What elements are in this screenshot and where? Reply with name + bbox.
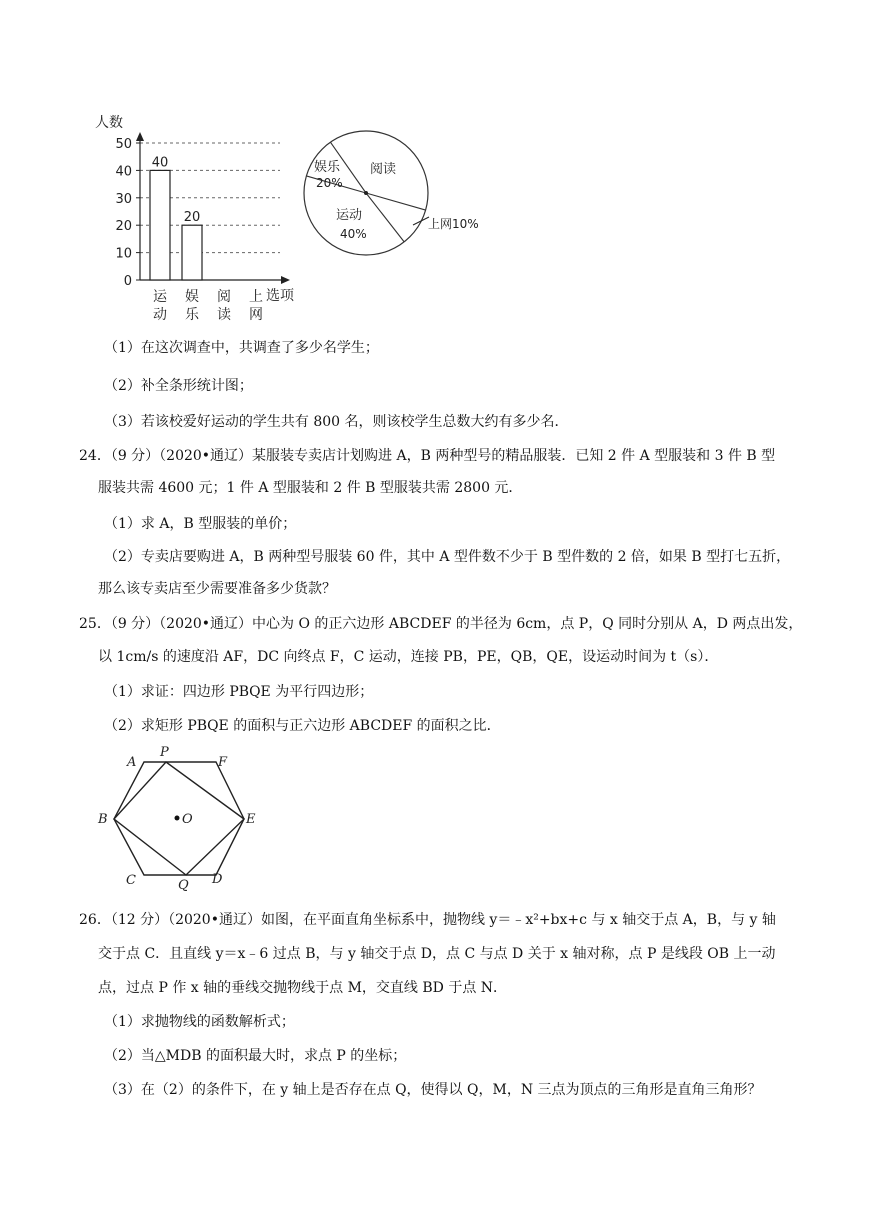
label-p: P (160, 745, 169, 760)
pie-chart (300, 115, 500, 265)
y-tick-label: 30 (115, 191, 132, 207)
slice-percent-yundong: 40% (340, 227, 367, 241)
y-axis-label: 人数 (95, 115, 123, 131)
q24-sub2-line2: 那么该专卖店至少需要准备多少货款？ (98, 581, 336, 597)
y-tick-label: 0 (123, 274, 132, 289)
x-category-label: 网 (249, 307, 263, 323)
y-tick-label: 40 (115, 164, 132, 180)
label-q: Q (178, 878, 189, 893)
bar (150, 170, 170, 280)
pie-center-dot (364, 191, 368, 195)
q26-stem-line1: 26．（12 分）（2020•通辽）如图，在平面直角坐标系中，抛物线 y＝﹣x²+bx+c 与 x 轴交于点 A，B，与 y 轴 (79, 912, 776, 928)
slice-label-yuedu: 阅读 (370, 162, 397, 177)
q26-sub2: （2）当△MDB 的面积最大时，求点 P 的坐标； (104, 1048, 407, 1064)
slice-label-yundong: 运动 (336, 208, 363, 223)
q24-sub2-line1: （2）专卖店要购进 A，B 两种型号服装 60 件，其中 A 型件数不少于 B 型件数的 2 倍，如果 B 型打七五折， (104, 549, 791, 565)
x-category-label: 读 (217, 307, 231, 323)
x-axis-arrow (281, 276, 290, 284)
q26-stem-line3: 点，过点 P 作 x 轴的垂线交抛物线于点 M，交直线 BD 于点 N． (98, 980, 508, 996)
q26-sub3: （3）在（2）的条件下，在 y 轴上是否存在点 Q，使得以 Q，M，N 三点为顶点的三角形是直角三角形？ (104, 1082, 762, 1098)
q24-stem-line1: 24．（9 分）（2020•通辽）某服装专卖店计划购进 A，B 两种型号的精品服装．已知 2 件 A 型服装和 3 件 B 型 (79, 448, 776, 464)
bar-value-label: 20 (183, 210, 201, 226)
q26-sub1: （1）求抛物线的函数解析式； (104, 1014, 295, 1030)
q24-sub1: （1）求 A，B 型服装的单价； (104, 516, 297, 532)
x-category-label: 乐 (185, 307, 199, 323)
slice-label-yule: 娱乐 (314, 160, 341, 175)
x-category-label: 阅 (217, 289, 231, 305)
x-category-label: 上 (249, 289, 263, 305)
center-point-o (175, 816, 180, 821)
label-o: O (182, 812, 193, 827)
x-category-label: 动 (153, 307, 167, 323)
q23-sub1: （1）在这次调查中，共调查了多少名学生； (104, 340, 379, 356)
q25-stem-line1: 25．（9 分）（2020•通辽）中心为 O 的正六边形 ABCDEF 的半径为 6cm，点 P，Q 同时分别从 A，D 两点出发， (79, 616, 803, 632)
q25-sub1: （1）求证：四边形 PBQE 为平行四边形； (104, 684, 374, 700)
q25-sub2: （2）求矩形 PBQE 的面积与正六边形 ABCDEF 的面积之比． (104, 718, 501, 734)
label-d: D (212, 872, 223, 887)
q23-sub3: （3）若该校爱好运动的学生共有 800 名，则该校学生总数大约有多少名． (104, 414, 569, 430)
q23-sub2: （2）补全条形统计图； (104, 378, 253, 394)
bar-chart (90, 110, 310, 325)
bar-value-label: 40 (151, 155, 169, 171)
hexagon-figure (90, 742, 270, 894)
label-a: A (127, 755, 137, 770)
label-c: C (126, 873, 136, 888)
x-axis-label: 选项 (266, 288, 294, 304)
y-tick-label: 20 (115, 219, 132, 235)
y-tick-label: 10 (115, 246, 132, 262)
x-category-label: 娱 (185, 289, 199, 305)
q25-stem-line2: 以 1cm/s 的速度沿 AF，DC 向终点 F，C 运动，连接 PB，PE，QB，QE，设运动时间为 t（s）． (98, 649, 719, 665)
slice-percent-yule: 20% (316, 176, 343, 190)
q24-stem-line2: 服装共需 4600 元；1 件 A 型服装和 2 件 B 型服装共需 2800 元． (98, 480, 523, 496)
y-tick-label: 50 (115, 137, 132, 152)
y-axis-arrow (136, 132, 144, 141)
q26-stem-line2: 交于点 C．且直线 y＝x﹣6 过点 B，与 y 轴交于点 D，点 C 与点 D 关于 x 轴对称，点 P 是线段 OB 上一动 (98, 946, 776, 962)
x-category-label: 运 (153, 289, 167, 305)
label-b: B (98, 812, 108, 827)
bar (182, 225, 202, 280)
label-f: F (218, 755, 228, 770)
slice-label-shangwang: 上网10% (428, 217, 479, 231)
label-e: E (246, 812, 256, 827)
